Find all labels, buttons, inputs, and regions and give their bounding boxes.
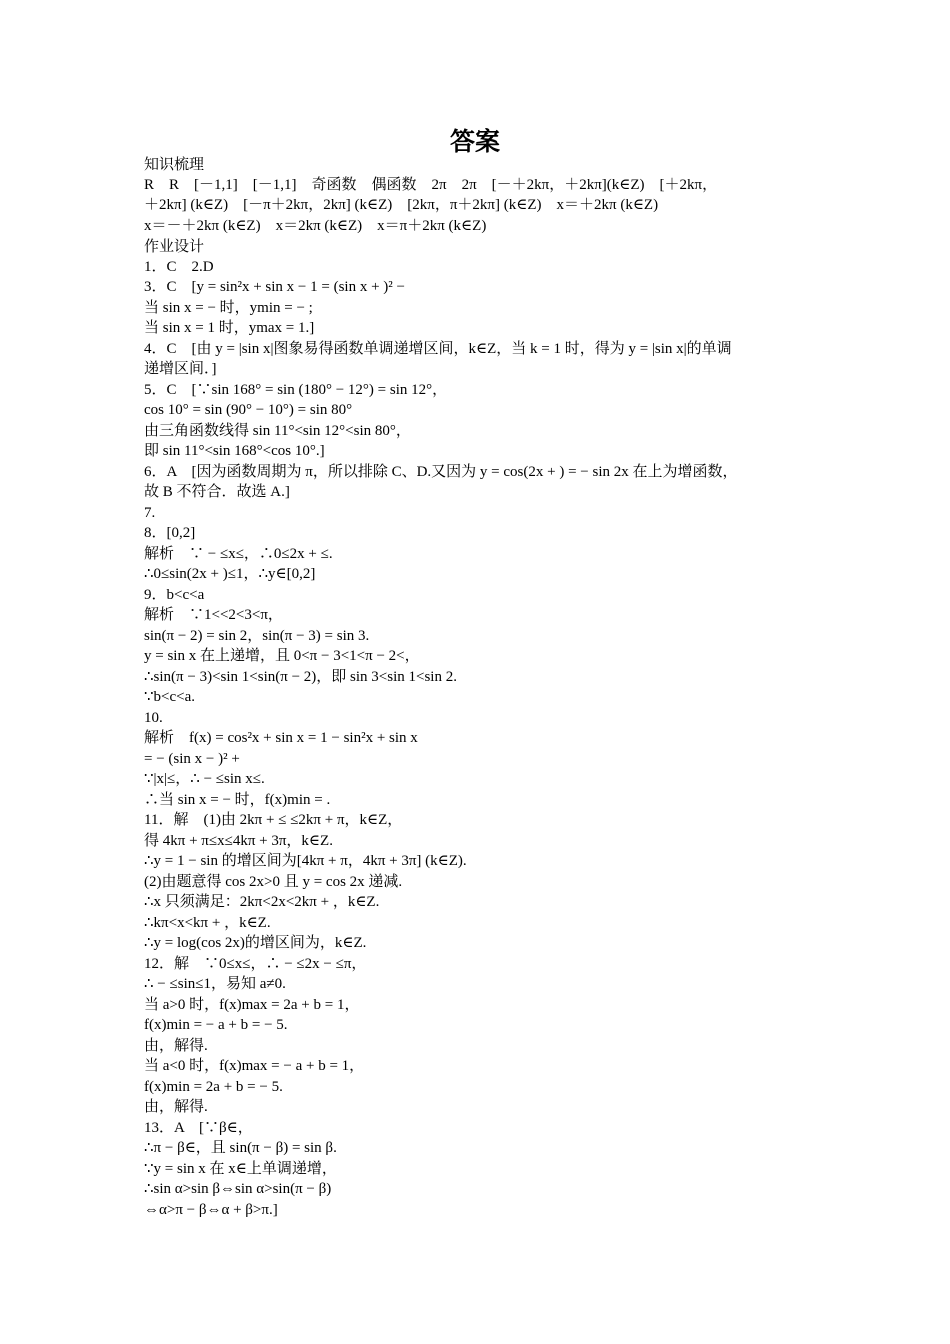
- text-line: 解析 ∵ − ≤x≤，∴0≤2x + ≤.: [144, 545, 333, 562]
- text-line: 由，解得.: [144, 1099, 208, 1115]
- text-line: f(x)min = 2a + b = − 5.: [144, 1078, 283, 1095]
- text-line: R R [－1,1] [－1,1] 奇函数 偶函数 2π 2π [－＋2kπ，＋2kπ](k∈Z) [＋2kπ，: [144, 176, 718, 193]
- text-line: 13．A [∵β∈，: [144, 1119, 253, 1136]
- section-heading: 知识梳理: [144, 155, 205, 173]
- text-line: = − (sin x − )² +: [144, 750, 240, 767]
- text-line: f(x)min = − a + b = − 5.: [144, 1017, 288, 1033]
- text-line: 6．A [因为函数周期为 π，所以排除 C、D.又因为 y = cos(2x + ) = − sin 2x 在上为增函数，: [144, 463, 738, 480]
- text-line: 当 a<0 时，f(x)max = − a + b = 1，: [144, 1058, 365, 1074]
- page-title: 答案: [449, 127, 500, 156]
- text-line: 3．C [y = sin²x + sin x − 1 = (sin x + )² −: [144, 279, 406, 295]
- text-line: 解析 ∵1<<2<3<π，: [144, 607, 283, 623]
- text-line: ∴y = log(cos 2x)的增区间为，k∈Z.: [144, 935, 367, 951]
- text-line: 当 sin x = 1 时，ymax = 1.]: [144, 320, 315, 336]
- section-heading: 作业设计: [144, 237, 205, 255]
- text-line: y = sin x 在上递增，且 0<π − 3<1<π − 2<，: [144, 648, 420, 664]
- text-line: 递增区间．]: [144, 361, 217, 377]
- text-line: ∵b<c<a.: [144, 689, 196, 705]
- text-line: 由，解得.: [144, 1037, 208, 1054]
- text-line: 故 B 不符合．故选 A.]: [144, 484, 290, 500]
- text-line: 8．[0,2]: [144, 525, 196, 541]
- text-line: 当 a>0 时，f(x)max = 2a + b = 1，: [144, 996, 360, 1013]
- text-line: 11．解 (1)由 2kπ + ≤ ≤2kπ + π，k∈Z，: [144, 812, 403, 828]
- text-line: 由三角函数线得 sin 11°<sin 12°<sin 80°，: [144, 422, 411, 439]
- text-line: 1．C 2.D: [144, 258, 214, 275]
- text-line: 4．C [由 y = |sin x|图象易得函数单调递增区间，k∈Z，当 k = 1 时，得为 y = |sin x|的单调: [144, 340, 732, 357]
- text-line: ∴ − ≤sin≤1，易知 a≠0.: [144, 976, 286, 992]
- text-line: x＝－＋2kπ (k∈Z) x＝2kπ (k∈Z) x＝π＋2kπ (k∈Z): [144, 217, 487, 234]
- text-line: 5．C [∵sin 168° = sin (180° − 12°) = sin 12°，: [144, 381, 448, 398]
- text-line: ∴0≤sin(2x + )≤1，∴y∈[0,2]: [144, 566, 316, 582]
- text-line: 得 4kπ + π≤x≤4kπ + 3π，k∈Z.: [144, 832, 333, 849]
- text-line: ∴π − β∈，且 sin(π − β) = sin β.: [144, 1140, 337, 1156]
- text-line: 解析 f(x) = cos²x + sin x = 1 − sin²x + sin x: [144, 730, 418, 746]
- text-line: ∴sin α>sin β⇔sin α>sin(π − β): [144, 1181, 332, 1197]
- text-line: ∴当 sin x = − 时，f(x)min = .: [144, 791, 331, 808]
- text-line: sin(π − 2) = sin 2，sin(π − 3) = sin 3.: [144, 627, 370, 644]
- text-line: ∴sin(π − 3)<sin 1<sin(π − 2)，即 sin 3<sin 1<sin 2.: [144, 668, 457, 685]
- text-line: 当 sin x = − 时，ymin = − ;: [144, 299, 313, 316]
- text-line: 即 sin 11°<sin 168°<cos 10°.]: [144, 443, 325, 459]
- text-line: 7.: [144, 504, 156, 521]
- text-line: ∵y = sin x 在 x∈上单调递增，: [144, 1160, 337, 1177]
- text-line: ∴y = 1 − sin 的增区间为[4kπ + π，4kπ + 3π] (k∈Z).: [144, 853, 467, 869]
- text-line: ＋2kπ] (k∈Z) [－π＋2kπ，2kπ] (k∈Z) [2kπ，π＋2kπ] (k∈Z) x＝＋2kπ (k∈Z): [144, 197, 659, 213]
- text-line: ⇔α>π − β⇔α + β>π.]: [144, 1201, 278, 1218]
- text-line: 12．解 ∵0≤x≤，∴ − ≤2x − ≤π，: [144, 955, 367, 972]
- answer-body: [144, 154, 804, 1220]
- text-line: cos 10° = sin (90° − 10°) = sin 80°: [144, 402, 353, 418]
- text-line: 10.: [144, 709, 163, 726]
- text-line: ∴x 只须满足：2kπ<2x<2kπ + ，k∈Z.: [144, 894, 380, 910]
- text-line: (2)由题意得 cos 2x>0 且 y = cos 2x 递减.: [144, 873, 403, 890]
- text-line: ∴kπ<x<kπ + ，k∈Z.: [144, 914, 271, 931]
- text-line: ∵|x|≤，∴ − ≤sin x≤.: [144, 771, 265, 787]
- text-line: 9．b<c<a: [144, 586, 205, 603]
